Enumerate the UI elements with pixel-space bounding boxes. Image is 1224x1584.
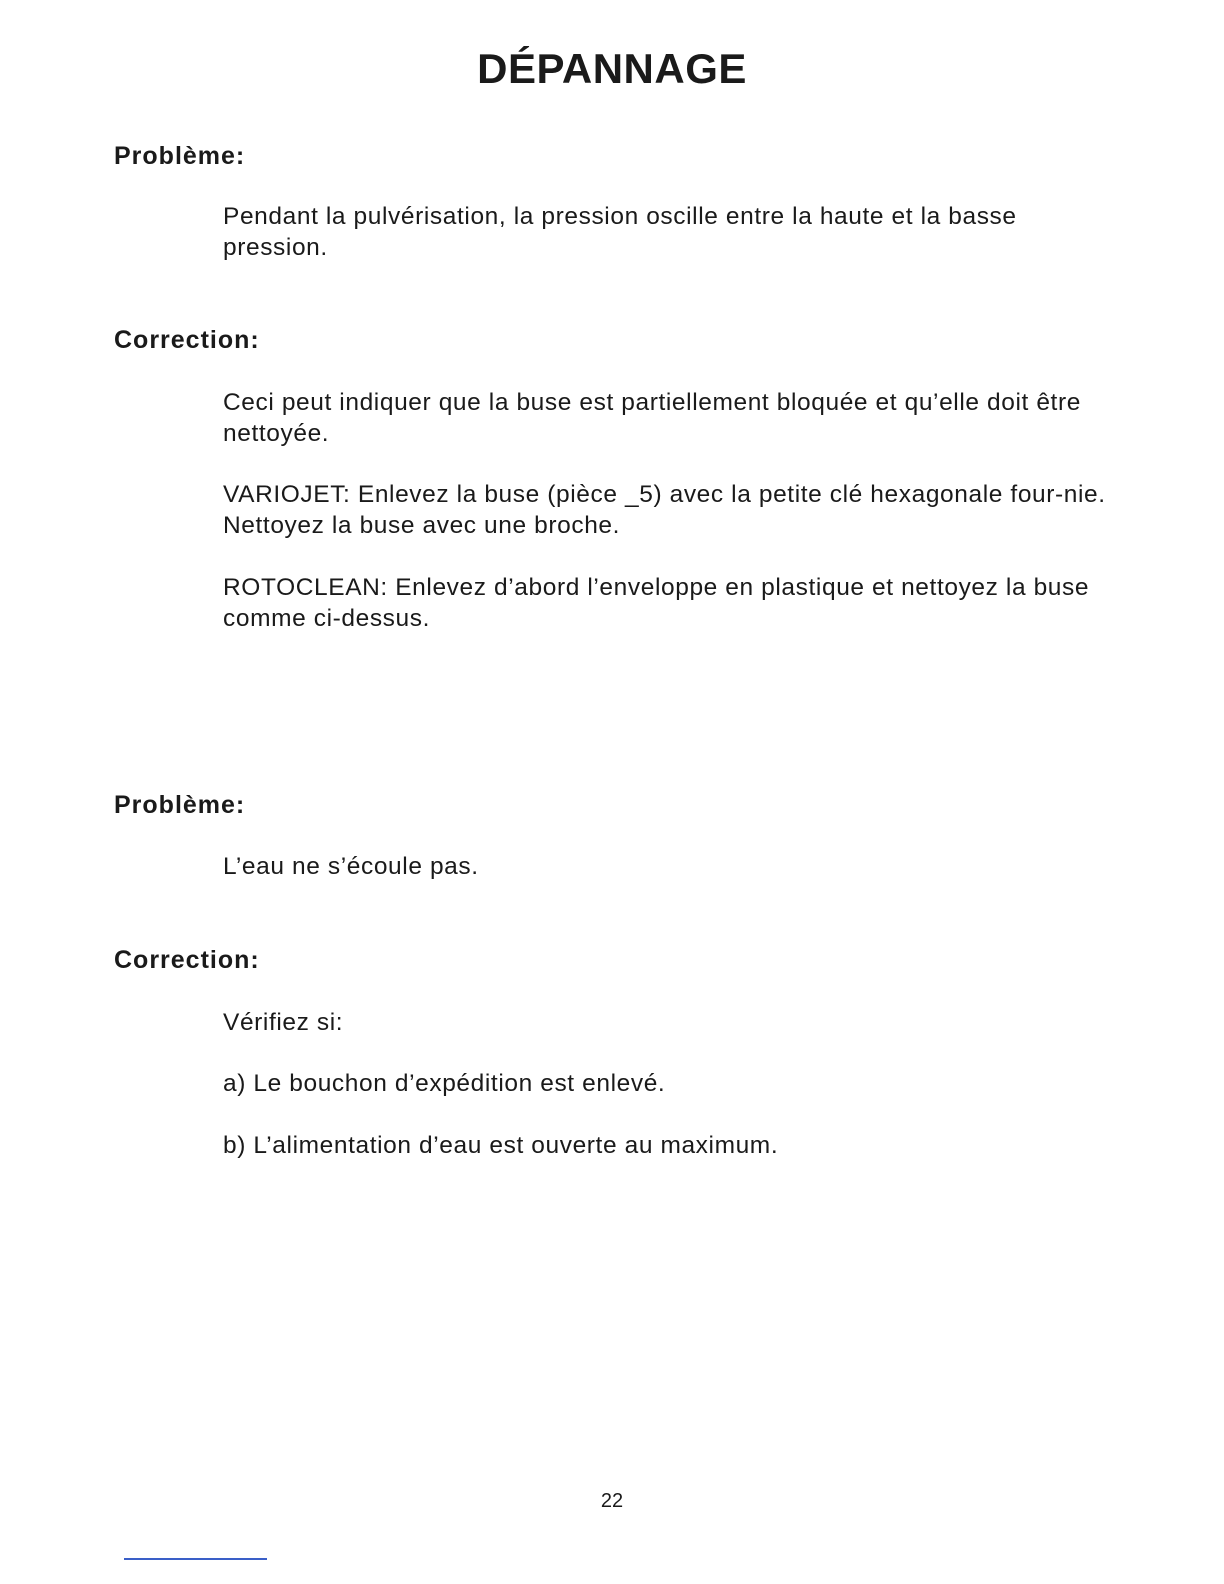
- correction-2-intro: Vérifiez si:: [223, 1009, 344, 1036]
- section-label-probleme-1: Problème:: [114, 142, 246, 170]
- page-title: DÉPANNAGE: [477, 45, 747, 92]
- correction-1-paragraph-variojet: VARIOJET: Enlevez la buse (pièce _5) avec la petite clé hexagonale four-nie. Nettoyez la buse avec une broche.: [223, 481, 1106, 539]
- problem-1-description: Pendant la pulvérisation, la pression oscille entre la haute et la basse pression.: [223, 203, 1017, 261]
- page-number: 22: [600, 1490, 624, 1512]
- correction-2-item-a: a) Le bouchon d’expédition est enlevé.: [223, 1070, 666, 1097]
- correction-2-item-b: b) L’alimentation d’eau est ouverte au maximum.: [223, 1132, 779, 1159]
- problem-2-description: L’eau ne s’écoule pas.: [223, 853, 479, 880]
- correction-1-paragraph-1: Ceci peut indiquer que la buse est partiellement bloquée et qu’elle doit être nettoyée.: [223, 389, 1081, 447]
- section-label-probleme-2: Problème:: [114, 791, 246, 819]
- section-label-correction-2: Correction:: [114, 946, 260, 974]
- scan-artifact-line: [124, 1558, 267, 1560]
- section-label-correction-1: Correction:: [114, 326, 260, 354]
- correction-1-paragraph-rotoclean: ROTOCLEAN: Enlevez d’abord l’enveloppe en plastique et nettoyez la buse comme ci-dessus.: [223, 574, 1090, 632]
